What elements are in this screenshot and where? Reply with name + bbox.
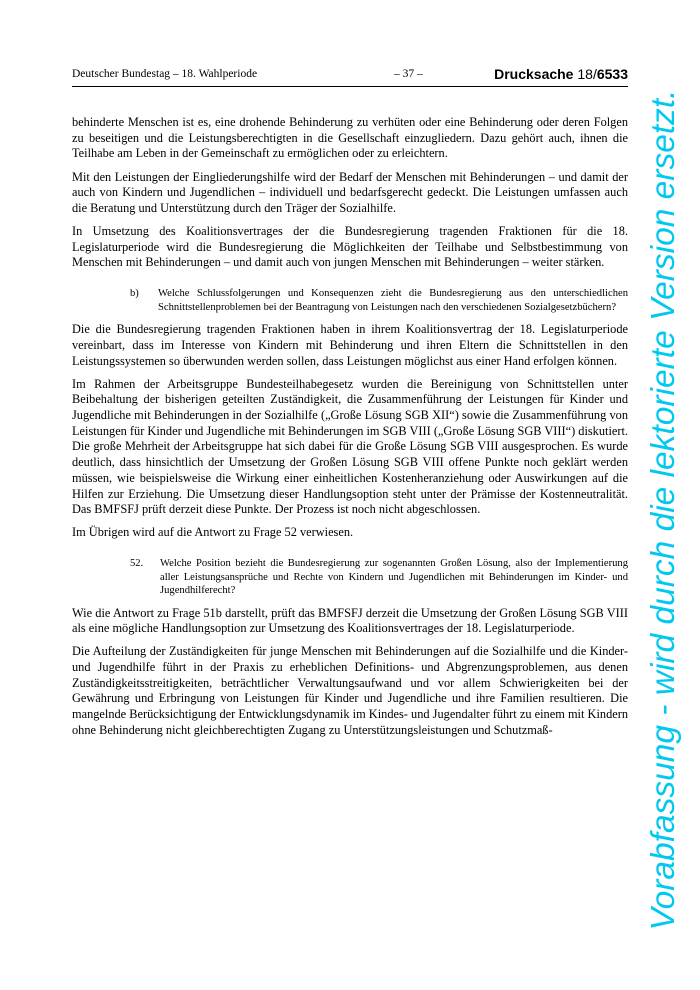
question-52 xyxy=(130,557,628,598)
paragraph: In Umsetzung des Koalitionsvertrages der die Bundesregierung tragenden Fraktionen für die 18. Legislaturperiode wird die Bundesregierung die Möglichkeiten der Teilhabe und Selbstbestimmung von Menschen mit Behinderungen – und damit auch von jungen Menschen mit Behinderungen – weiter stärken. xyxy=(72,224,628,270)
header-parliament-period: Deutscher Bundestag – 18. Wahlperiode xyxy=(72,68,258,80)
paragraph: behinderte Menschen ist es, eine drohende Behinderung zu verhüten oder eine Behinderung oder deren Folgen zu beseitigen und die Leistungsberechtigten in die Gesellschaft einzugliedern. Dazu gehört auch, ihnen die Teilhabe am Leben in der Gemeinschaft zu ermöglichen oder zu erleichtern. xyxy=(72,115,628,161)
question-52-number: 52. xyxy=(130,558,144,570)
paragraph: Mit den Leistungen der Eingliederungshilfe wird der Bedarf der Menschen mit Behinderungen – und damit der auch von Kindern und Jugendlichen – individuell und bedarfsgerecht gedeckt. Die Leistungen umfassen auch die Beratung und Unterstützung durch den Träger der Sozialhilfe. xyxy=(72,169,628,215)
paragraph: Im Rahmen der Arbeitsgruppe Bundesteilhabegesetz wurden die Bereinigung von Schnittstellen unter Beibehaltung der bisherigen geteilten Zuständigkeit, die Zusammenführung der Leistungen für Kinder und Jugendliche mit Behinderungen in der Sozialhilfe („Große Lösung SGB XII“) sowie die Zusammenführung von Leistungen für Kinder und Jugendliche mit Behinderungen im SGB VIII („Große Lösung SGB VIII“) diskutiert. Die große Mehrheit der Arbeitsgruppe hat sich dabei für die Große Lösung SGB VIII ausgesprochen. Es wurde deutlich, dass hinsichtlich der Umsetzung der Großen Lösung SGB VIII offene Punkte noch geklärt werden müssen, wie beispielsweise die Wirkung einer einheitlichen Kostenheranziehung oder Auswirkungen auf die Hilfen zur Erziehung. Die Umsetzung dieser Handlungsoption steht unter der Prämisse der Kostenneutralität. Das BMFSFJ prüft derzeit diese Punkte. Der Prozess ist noch nicht abgeschlossen. xyxy=(72,376,628,517)
header-drucksache-label: Drucksache xyxy=(494,66,574,82)
header-page-number: – 37 – xyxy=(394,68,423,80)
paragraph: Wie die Antwort zu Frage 51b darstellt, prüft das BMFSFJ derzeit die Umsetzung der Großen Lösung SGB VIII als eine mögliche Handlungsoption zur Umsetzung des Koalitionsvertrages der 18. Legislaturperiode. xyxy=(72,605,628,636)
question-b-text: Welche Schlussfolgerungen und Konsequenzen zieht die Bundesregierung aus den unterschiedlichen Schnittstellenproblemen bei der Beantragung von Leistungen nach den verschiedenen Sozialgesetzbüchern? xyxy=(158,288,628,313)
question-b-number: b) xyxy=(130,288,139,300)
question-b xyxy=(130,287,628,314)
paragraph: Im Übrigen wird auf die Antwort zu Frage 52 verwiesen. xyxy=(72,525,354,540)
paragraph: Die Aufteilung der Zuständigkeiten für junge Menschen mit Behinderungen auf die Sozialhilfe und die Kinder- und Jugendhilfe führt in der Praxis zu erheblichen Definitions- und Abgrenzungsproblemen, aus denen Zuständigkeitsstreitigkeiten, beträchtlicher Verwaltungsaufwand und vor allem Schwierigkeiten bei der Gewährung und Erbringung von Leistungen für Kinder und Jugendliche und ihre Familien resultieren. Die mangelnde Berücksichtigung der Entwicklungsdynamik im Kindes- und Jugendalter führt zu einem mit Kindern ohne Behinderung nicht gleichberechtigten Zugang zu Unterstützungsleistungen und Schutzmaß- xyxy=(72,644,628,737)
draft-watermark: Vorabfassung - wird durch die lektorierte Version ersetzt. xyxy=(645,89,682,931)
paragraph: Die die Bundesregierung tragenden Fraktionen haben in ihrem Koalitionsvertrag der 18. Legislaturperiode vereinbart, dass im Interesse von Kindern mit Behinderung und ihren Eltern die Schnittstellen in den Leistungssystemen so überwunden werden sollen, dass Leistungen möglichst aus einer Hand erfolgen können. xyxy=(72,322,628,368)
header-number-bold: 6533 xyxy=(596,66,628,82)
body-text xyxy=(72,115,628,746)
question-52-text: Welche Position bezieht die Bundesregierung zur sogenannten Großen Lösung, also der Implementierung aller Leistungsansprüche und Rechte von Kindern und Jugendlichen mit Behinderungen im Kinder- und Jugendhilferecht? xyxy=(160,558,628,597)
header-document-number xyxy=(494,66,628,82)
header-number-prefix: 18/ xyxy=(577,66,597,82)
page-header xyxy=(72,66,628,87)
